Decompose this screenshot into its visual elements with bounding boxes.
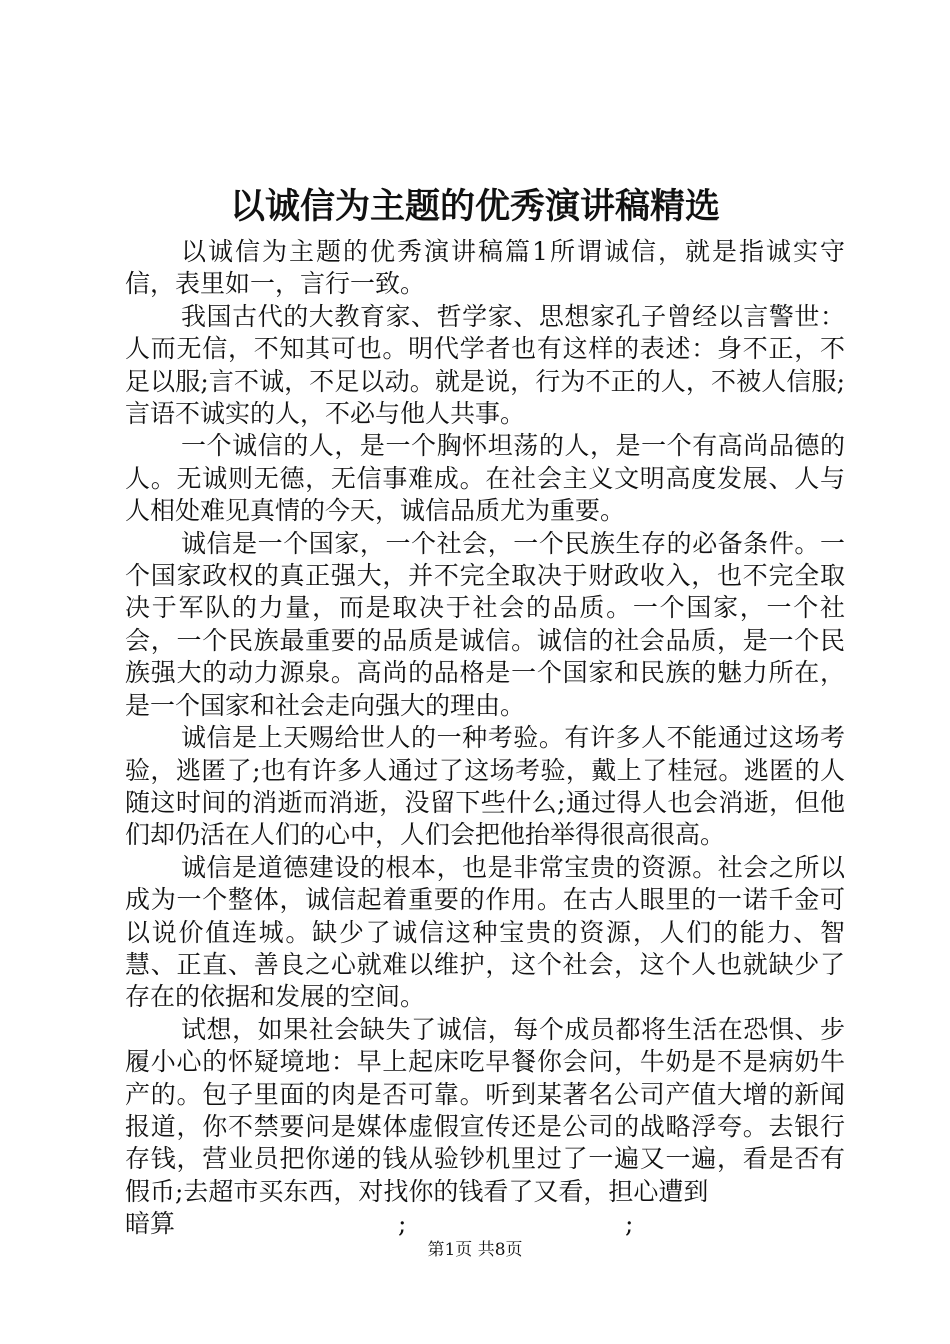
paragraph: 诚信是上天赐给世人的一种考验。有许多人不能通过这场考验，逃匿了;也有许多人通过了这场考验，戴上了桂冠。逃匿的人随这时间的消逝而消逝，没留下些什么;通过得人也会消逝，但他们却仍活在人们的心中，人们会把他抬举得很高很高。 [125,723,845,850]
paragraph: 诚信是一个国家，一个社会，一个民族生存的必备条件。一个国家政权的真正强大，并不完全取决于财政收入，也不完全取决于军队的力量，而是取决于社会的品质。一个国家，一个社会，一个民族最重要的品质是诚信。诚信的社会品质，是一个民族强大的动力源泉。高尚的品格是一个国家和民族的魅力所在，是一个国家和社会走向强大的理由。 [125,528,845,720]
document-title: 以诚信为主题的优秀演讲稿精选 [229,186,720,227]
page-number: 第1页 共8页 [427,1240,523,1260]
paragraph: 一个诚信的人，是一个胸怀坦荡的人，是一个有高尚品德的人。无诚则无德，无信事难成。在社会主义文明高度发展、人与人相处难见真情的今天，诚信品质尤为重要。 [125,431,845,526]
tail-text: 暗算 [125,1209,176,1239]
tail-semicolon: ; [398,1209,407,1239]
paragraph-tail-line [125,1208,845,1240]
paragraph: 我国古代的大教育家、哲学家、思想家孔子曾经以言警世：人而无信，不知其可也。明代学者也有这样的表述：身不正，不足以服;言不诚，不足以动。就是说，行为不正的人，不被人信服;言语不诚实的人，不必与他人共事。 [125,301,845,429]
paragraph: 诚信是道德建设的根本，也是非常宝贵的资源。社会之所以成为一个整体，诚信起着重要的作用。在古人眼里的一诺千金可以说价值连城。缺少了诚信这种宝贵的资源，人们的能力、智慧、正直、善良之心就难以维护，这个社会，这个人也就缺少了存在的依据和发展的空间。 [125,852,845,1012]
paragraph: 试想，如果社会缺失了诚信，每个成员都将生活在恐惧、步履小心的怀疑境地：早上起床吃早餐你会问，牛奶是不是病奶牛产的。包子里面的肉是否可靠。听到某著名公司产值大增的新闻报道，你不禁要问是媒体虚假宣传还是公司的战略浮夸。去银行存钱，营业员把你递的钱从验钞机里过了一遍又一遍，看是否有假币;去超市买东西，对找你的钱看了又看，担心遭到 [125,1014,845,1206]
paragraph: 以诚信为主题的优秀演讲稿篇1所谓诚信，就是指诚实守信，表里如一，言行一致。 [125,237,845,299]
tail-semicolon: ; [625,1209,634,1239]
document-body [125,236,845,1241]
